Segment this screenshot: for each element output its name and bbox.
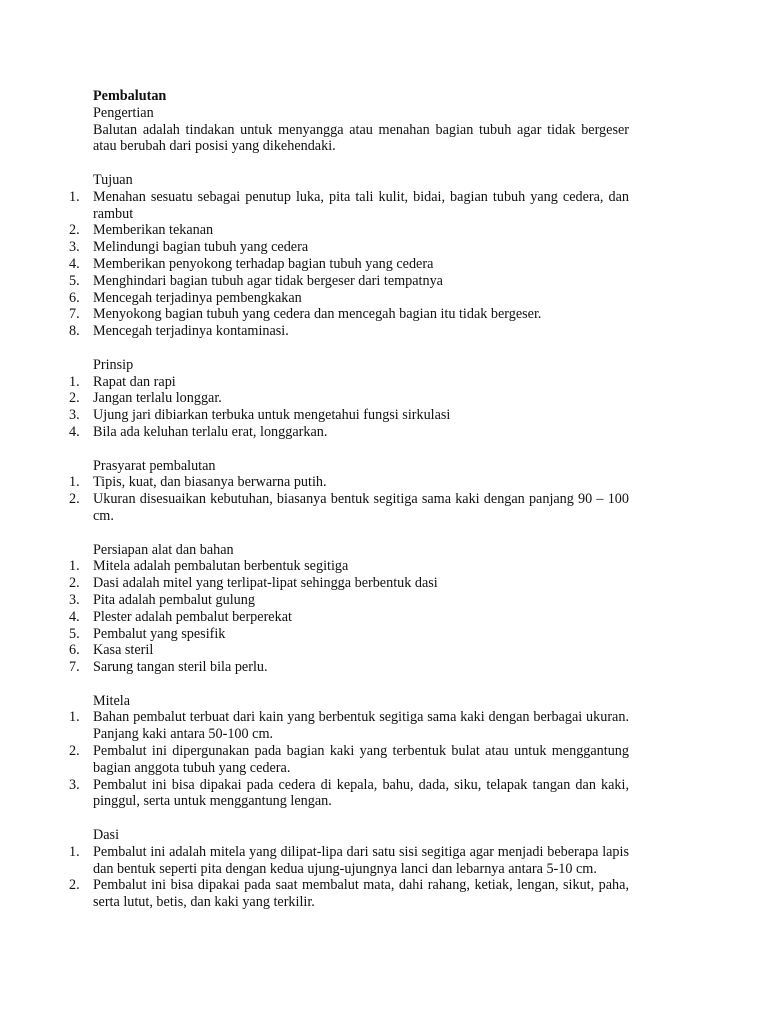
list-item-text: Menghindari bagian tubuh agar tidak bergeser dari tempatnya: [93, 272, 443, 289]
list-item-number: 1.: [69, 558, 80, 575]
list-item: [69, 608, 629, 626]
list-item-number: 3.: [69, 591, 80, 608]
list-item-number: 7.: [69, 306, 80, 323]
section-list-dasi: [69, 843, 629, 911]
list-item: [69, 390, 629, 407]
list-item: [69, 323, 629, 340]
list-item-text: Bahan pembalut terbuat dari kain yang berbentuk segitiga sama kaki dengan berbagai ukuran. Panjang kaki antara 50-100 cm.: [93, 709, 629, 743]
list-item-text: Pembalut yang spesifik: [93, 625, 226, 642]
list-item: [69, 306, 629, 323]
list-item-number: 1.: [69, 843, 80, 860]
list-item: [69, 843, 629, 878]
list-item-text: Jangan terlalu longgar.: [93, 390, 222, 407]
list-item-number: 1.: [69, 188, 80, 205]
list-item-text: Ujung jari dibiarkan terbuka untuk mengetahui fungsi sirkulasi: [93, 407, 451, 424]
list-item: [69, 575, 629, 592]
list-item: [69, 625, 629, 643]
list-item-number: 6.: [69, 642, 80, 659]
list-item: [69, 743, 629, 777]
list-item: [69, 491, 629, 525]
list-item-text: Pembalut ini dipergunakan pada bagian kaki yang terbentuk bulat atau untuk menggantung bagian anggota tubuh yang cedera.: [93, 743, 629, 776]
list-item: [69, 255, 629, 273]
list-item-text: Mitela adalah pembalutan berbentuk segitiga: [93, 558, 349, 575]
list-item: [69, 222, 629, 239]
list-item-number: 2.: [69, 390, 80, 407]
list-item-number: 1.: [69, 709, 80, 726]
list-item-text: Pembalut ini bisa dipakai pada cedera di kepala, bahu, dada, siku, telapak tangan dan kaki, pinggul, serta untuk menggantung lengan.: [93, 776, 629, 810]
list-item-text: Sarung tangan steril bila perlu.: [93, 659, 268, 676]
list-item-text: Melindungi bagian tubuh yang cedera: [93, 239, 309, 256]
list-item-number: 5.: [69, 625, 80, 642]
list-item-number: 1.: [69, 373, 80, 390]
list-item-number: 3.: [69, 776, 80, 793]
list-item: [69, 659, 629, 676]
document-title: Pembalutan: [93, 88, 167, 104]
pengertian-heading: Pengertian: [93, 104, 154, 121]
list-item: [69, 776, 629, 811]
section-list-prasyarat-pembalutan: [69, 474, 629, 524]
list-item: [69, 642, 629, 659]
list-item: [69, 558, 629, 575]
section-list-persiapan-alat-dan-bahan: [69, 558, 629, 676]
section-list-prinsip: [69, 373, 629, 441]
list-item-number: 2.: [69, 491, 80, 508]
list-item: [69, 877, 629, 911]
list-item: [69, 407, 629, 424]
list-item-text: Menahan sesuatu sebagai penutup luka, pita tali kulit, bidai, bagian tubuh yang cedera, dan rambut: [93, 188, 629, 222]
list-item-number: 4.: [69, 423, 80, 440]
sections-container: [69, 171, 629, 911]
list-item-number: 2.: [69, 575, 80, 592]
document-content: [69, 88, 629, 911]
list-item-text: Pita adalah pembalut gulung: [93, 591, 255, 608]
list-item-text: Pembalut ini bisa dipakai pada saat membalut mata, dahi rahang, ketiak, lengan, sikut, paha, serta lutut, betis, dan kaki yang terkilir.: [93, 877, 629, 911]
list-item-number: 3.: [69, 239, 80, 256]
list-item-text: Ukuran disesuaikan kebutuhan, biasanya bentuk segitiga sama kaki dengan panjang 90 – 100 cm.: [93, 491, 629, 524]
list-item: [69, 474, 629, 491]
section-heading-prinsip: Prinsip: [93, 356, 134, 373]
list-item-number: 7.: [69, 659, 80, 676]
section-heading-tujuan: Tujuan: [93, 171, 133, 188]
list-item: [69, 709, 629, 743]
list-item-number: 6.: [69, 289, 80, 306]
list-item: [69, 239, 629, 256]
list-item-text: Dasi adalah mitel yang terlipat-lipat sehingga berbentuk dasi: [93, 575, 438, 592]
list-item-text: Mencegah terjadinya kontaminasi.: [93, 323, 289, 340]
list-item-text: Kasa steril: [93, 642, 154, 659]
list-item-number: 5.: [69, 272, 80, 289]
list-item: [69, 373, 629, 391]
section-heading-dasi: Dasi: [93, 827, 120, 844]
section-list-mitela: [69, 709, 629, 810]
list-item-text: Menyokong bagian tubuh yang cedera dan mencegah bagian itu tidak bergeser.: [93, 306, 542, 323]
list-item-text: Tipis, kuat, dan biasanya berwarna putih.: [93, 474, 327, 491]
list-item-text: Rapat dan rapi: [93, 373, 176, 390]
section-heading-mitela: Mitela: [93, 692, 131, 709]
list-item-text: Plester adalah pembalut berperekat: [93, 608, 292, 625]
list-item-number: 2.: [69, 222, 80, 239]
list-item-number: 2.: [69, 743, 80, 760]
list-item-number: 4.: [69, 255, 80, 272]
list-item-number: 2.: [69, 877, 80, 894]
list-item: [69, 272, 629, 290]
list-item: [69, 289, 629, 307]
pengertian-text: Balutan adalah tindakan untuk menyangga atau menahan bagian tubuh agar tidak bergeser atau berubah dari posisi yang dikehendaki.: [93, 121, 629, 155]
list-item-text: Memberikan tekanan: [93, 222, 214, 239]
list-item-text: Bila ada keluhan terlalu erat, longgarkan.: [93, 423, 328, 440]
list-item: [69, 188, 629, 223]
list-item-text: Mencegah terjadinya pembengkakan: [93, 289, 302, 306]
section-list-tujuan: [69, 188, 629, 340]
section-heading-persiapan-alat-dan-bahan: Persiapan alat dan bahan: [93, 541, 234, 558]
list-item-number: 1.: [69, 474, 80, 491]
list-item-text: Memberikan penyokong terhadap bagian tubuh yang cedera: [93, 255, 434, 272]
list-item: [69, 423, 629, 441]
list-item-number: 8.: [69, 323, 80, 340]
list-item-number: 4.: [69, 608, 80, 625]
list-item: [69, 591, 629, 609]
list-item-text: Pembalut ini adalah mitela yang dilipat-lipa dari satu sisi segitiga agar menjadi beberapa lapis dan bentuk seperti pita dengan kedua ujung-ujungnya lanci dan lebarnya antara 5-10 cm.: [93, 843, 629, 877]
list-item-number: 3.: [69, 407, 80, 424]
section-heading-prasyarat-pembalutan: Prasyarat pembalutan: [93, 457, 216, 474]
